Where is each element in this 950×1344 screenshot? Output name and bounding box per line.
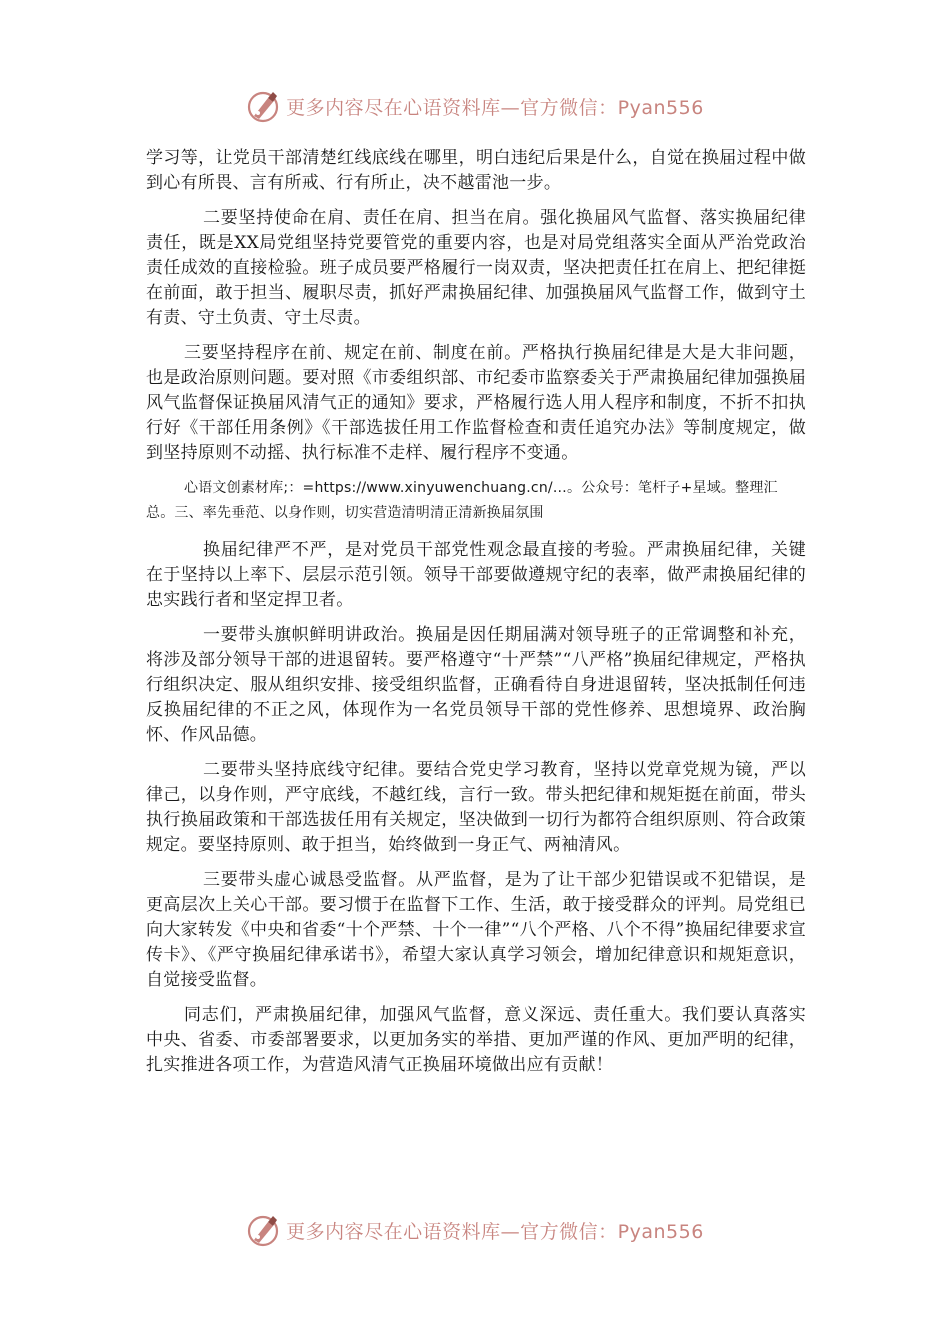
banner-label: 更多内容尽在心语资料库—官方微信： (286, 1220, 618, 1243)
header-banner (0, 86, 950, 126)
paragraph-procedure: 三要坚持程序在前、规定在前、制度在前。严格执行换届纪律是大是大非问题，也是政治原则问题。要对照《市委组织部、市纪委市监察委关于严肃换届纪律加强换届风气监督保证换届风清气正的通知》要求，严格履行选人用人程序和制度，不折不扣执行好《干部任用条例》《干部选拔任用工作监督检查和责任追究办法》等制度规定，做到坚持原则不动摇、执行标准不走样、履行程序不变通。 (146, 343, 806, 463)
paragraph-continued: 学习等，让党员干部清楚红线底线在哪里，明白违纪后果是什么，自觉在换届过程中做到心有所畏、言有所戒、行有所止，决不越雷池一步。 (146, 148, 806, 193)
paragraph-discipline: 换届纪律严不严，是对党员干部党性观念最直接的考验。严肃换届纪律，关键在于坚持以上率下、层层示范引领。领导干部要做遵规守纪的表率，做严肃换届纪律的忠实践行者和坚定捍卫者。 (146, 540, 806, 610)
source-note: 心语文创素材库;：=https://www.xinyuwenchuang.cn/…。公众号：笔杆子+星域。整理汇总。三、率先垂范、以身作则，切实营造清明清正清新换届氛围 (146, 480, 778, 521)
paragraph-supervision: 三要带头虚心诚恳受监督。从严监督，是为了让干部少犯错误或不犯错误，是更高层次上关心干部。要习惯于在监督下工作、生活，敢于接受群众的评判。局党组已向大家转发《中央和省委“十个严禁、十个一律”“八个严格、八个不得”换届纪律要求宣传卡》、《严守换届纪律承诺书》，希望大家认真学习领会，增加纪律意识和规矩意识，自觉接受监督。 (146, 870, 806, 990)
paragraph-mission: 二要坚持使命在肩、责任在肩、担当在肩。强化换届风气监督、落实换届纪律责任，既是XX局党组坚持党要管党的重要内容，也是对局党组落实全面从严治党政治责任成效的直接检验。班子成员要严格履行一岗双责，坚决把责任扛在肩上、把纪律挺在前面，敢于担当、履职尽责，抓好严肃换届纪律、加强换届风气监督工作，做到守土有责、守土负责、守土尽责。 (146, 208, 806, 328)
banner-label: 更多内容尽在心语资料库—官方微信： (286, 96, 618, 119)
paragraph-bottom-line: 二要带头坚持底线守纪律。要结合党史学习教育，坚持以党章党规为镜，严以律己，以身作则，严守底线，不越红线，言行一致。带头把纪律和规矩挺在前面，带头执行换届政策和干部选拔任用有关规定，坚决做到一切行为都符合组织原则、符合政策规定。要坚持原则、敢于担当，始终做到一身正气、两袖清风。 (146, 760, 806, 855)
paragraph-closing: 同志们，严肃换届纪律，加强风气监督，意义深远、责任重大。我们要认真落实中央、省委、市委部署要求，以更加务实的举措、更加严谨的作风、更加严明的纪律，扎实推进各项工作，为营造风清气正换届环境做出应有贡献！ (146, 1005, 806, 1075)
paragraph-politics: 一要带头旗帜鲜明讲政治。换届是因任期届满对领导班子的正常调整和补充，将涉及部分领导干部的进退留转。要严格遵守“十严禁”“八严格”换届纪律规定，严格执行组织决定、服从组织安排、接受组织监督，正确看待自身进退留转，坚决抵制任何违反换届纪律的不正之风，体现作为一名党员领导干部的党性修养、思想境界、政治胸怀、作风品德。 (146, 625, 806, 745)
pen-logo-icon (246, 1212, 282, 1248)
wechat-id: Pyan556 (617, 96, 704, 119)
footer-banner (0, 1210, 950, 1250)
pen-logo-icon (246, 88, 282, 124)
wechat-id: Pyan556 (617, 1220, 704, 1243)
document-body (146, 146, 806, 1088)
